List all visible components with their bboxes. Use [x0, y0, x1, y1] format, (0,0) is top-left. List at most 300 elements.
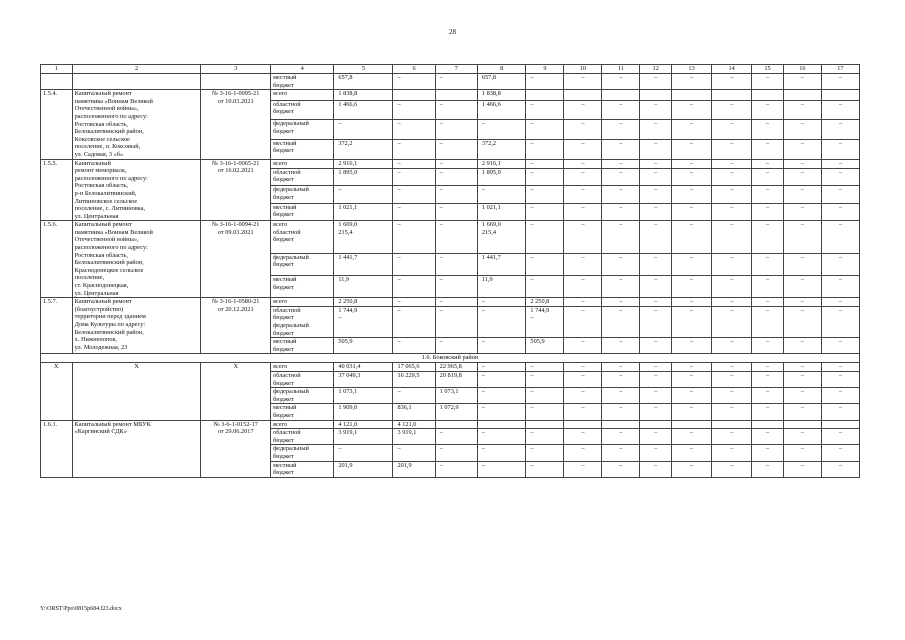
table-row [41, 90, 860, 100]
value-cell: – [477, 429, 526, 445]
item-name-line: Капитальный ремонт [74, 90, 132, 98]
funding-source-line: бюджет [273, 193, 294, 201]
value-cell: – [752, 306, 784, 337]
item-name-line: р-н Белокалитвинский, [74, 189, 137, 197]
value-cell: – [672, 203, 712, 221]
value-cell: – [712, 363, 752, 372]
value-cell [564, 90, 602, 100]
value-cell: – [393, 276, 435, 298]
value-cell: – [602, 168, 640, 185]
value-cell: – [783, 100, 821, 120]
funding-source-line: бюджет [273, 283, 294, 291]
value-cell: – [564, 306, 602, 337]
item-name-line: памятника «Воинам Великой [74, 228, 153, 236]
value-cell [821, 420, 859, 429]
value-cell: – [672, 298, 712, 307]
value-cell: – [435, 159, 477, 168]
value-cell: – [712, 168, 752, 185]
funding-source-line: федеральный [273, 120, 309, 128]
item-name [72, 90, 201, 159]
value-cell: – [752, 388, 784, 404]
value-cell: – [477, 371, 526, 387]
project-document-line: от 16.02.2021 [217, 167, 254, 175]
value-cell [783, 90, 821, 100]
funding-source-line: бюджет [273, 108, 294, 116]
value-cell: – [477, 461, 526, 477]
funding-source-line: бюджет [273, 452, 294, 460]
value-cell: – [712, 371, 752, 387]
item-name-line: (благоустройство) [74, 305, 124, 313]
value-cell: – [640, 388, 672, 404]
funding-source [271, 186, 334, 203]
value-cell: 1 441,7 [334, 253, 393, 275]
value-cell [526, 90, 564, 100]
value-cell: 1 838,8 [477, 90, 526, 100]
funding-source-line: федеральный [273, 445, 309, 453]
value-cell: – [783, 168, 821, 185]
table-body [41, 65, 860, 478]
value-cell [783, 420, 821, 429]
value-cell: – [526, 429, 564, 445]
value-cell: – [672, 404, 712, 420]
value-cell: – [783, 74, 821, 90]
value-cell: – [712, 429, 752, 445]
value-cell: – [672, 461, 712, 477]
value-cell: – [435, 298, 477, 307]
value-cell: – [564, 363, 602, 372]
value-cell: – [640, 159, 672, 168]
funding-source-line: бюджет [273, 176, 294, 184]
funding-source-line: бюджет [273, 147, 294, 155]
column-number: 14 [712, 65, 752, 74]
value-cell: 1 909,0 [334, 404, 393, 420]
value-cell [602, 90, 640, 100]
value-cell [526, 420, 564, 429]
funding-source-line: всего [273, 159, 288, 167]
value-cell: – [602, 120, 640, 140]
value-cell: 1 669,0 215,4 [334, 221, 393, 254]
value-cell: 1 838,8 [334, 90, 393, 100]
item-name-line: Краснодонецкое сельское [74, 266, 144, 274]
item-name-line: Ростовская область, [74, 120, 129, 128]
item-name-line: Ростовская область, [74, 182, 129, 190]
value-cell: – [477, 298, 526, 307]
value-cell: – [672, 276, 712, 298]
funding-source-line: местный [273, 203, 297, 211]
value-cell: 2 250,8 [526, 298, 564, 307]
value-cell: 20 819,8 [435, 371, 477, 387]
value-cell: – [393, 74, 435, 90]
funding-source [271, 306, 334, 337]
value-cell: – [564, 298, 602, 307]
item-name-line: ул. Центральная [74, 212, 119, 220]
value-cell: – [672, 74, 712, 90]
value-cell: – [640, 363, 672, 372]
value-cell: – [435, 221, 477, 254]
item-number: X [41, 363, 73, 420]
value-cell: – [602, 404, 640, 420]
funding-source [271, 276, 334, 298]
value-cell [435, 420, 477, 429]
value-cell: 17 065,6 [393, 363, 435, 372]
value-cell: – [640, 445, 672, 461]
value-cell: – [526, 203, 564, 221]
funding-source-line: местный [273, 74, 297, 81]
item-name [72, 159, 201, 221]
value-cell: – [477, 363, 526, 372]
item-name-line: Отечественной войны», [74, 105, 139, 113]
value-cell: – [477, 338, 526, 354]
project-document-line: № 3-16-1-0065-21 [212, 159, 260, 167]
item-name-line: поселение, п. Коксовый, [74, 143, 141, 151]
value-cell [672, 420, 712, 429]
column-number: 8 [477, 65, 526, 74]
funding-source-line: областной [273, 228, 301, 236]
value-cell [477, 420, 526, 429]
value-cell: – [602, 363, 640, 372]
value-cell: – [640, 371, 672, 387]
funding-source [271, 221, 334, 254]
value-cell: – [602, 186, 640, 203]
value-cell: – [783, 298, 821, 307]
value-cell: – [783, 429, 821, 445]
project-document [201, 159, 271, 221]
value-cell: – [712, 203, 752, 221]
item-name-line: Отечественной войны», [74, 236, 139, 244]
project-document-line: № 3-16-1-0580-21 [212, 298, 260, 306]
value-cell: – [752, 203, 784, 221]
value-cell: – [564, 338, 602, 354]
column-number: 2 [72, 65, 201, 74]
value-cell: – [783, 120, 821, 140]
item-name-line: Белокалитвинский район, [74, 259, 144, 267]
value-cell: – [752, 298, 784, 307]
funding-source-line: бюджет [273, 261, 294, 269]
value-cell: – [602, 371, 640, 387]
value-cell: 11,9 [477, 276, 526, 298]
value-cell: 16 229,5 [393, 371, 435, 387]
value-cell: – [602, 338, 640, 354]
project-document-line: № 3-16-1-0094-21 [212, 221, 260, 229]
value-cell: – [393, 159, 435, 168]
value-cell: 1 466,6 [477, 100, 526, 120]
value-cell: – [752, 74, 784, 90]
table-row [41, 221, 860, 254]
value-cell: – [602, 221, 640, 254]
value-cell: – [821, 120, 859, 140]
item-name-line: Белокалитвинский район, [74, 328, 144, 336]
value-cell: 1 895,0 [334, 168, 393, 185]
value-cell: – [435, 168, 477, 185]
item-name [72, 221, 201, 298]
funding-source-line: областной [273, 306, 301, 314]
value-cell: – [640, 168, 672, 185]
value-cell: 2 916,1 [334, 159, 393, 168]
project-document-line: от 09.03.2021 [217, 228, 254, 236]
value-cell: – [640, 429, 672, 445]
value-cell: – [752, 371, 784, 387]
value-cell: – [672, 120, 712, 140]
value-cell: – [752, 100, 784, 120]
item-name-line: Ростовская область, [74, 251, 129, 259]
value-cell: – [602, 253, 640, 275]
value-cell: 1 073,1 [334, 388, 393, 404]
value-cell: – [783, 139, 821, 159]
value-cell [602, 420, 640, 429]
value-cell: – [435, 429, 477, 445]
value-cell: – [752, 363, 784, 372]
value-cell: – [564, 74, 602, 90]
column-number: 6 [393, 65, 435, 74]
value-cell: – [477, 404, 526, 420]
value-cell: – [821, 159, 859, 168]
value-cell: 1 021,1 [334, 203, 393, 221]
table-row [41, 74, 860, 90]
item-name-line: Дома Культуры по адресу: [74, 321, 146, 328]
value-cell: – [602, 203, 640, 221]
funding-source-line: бюджет [273, 329, 294, 337]
value-cell: – [821, 429, 859, 445]
project-document [201, 298, 271, 354]
column-number: 11 [602, 65, 640, 74]
funding-source [271, 461, 334, 477]
value-cell: – [672, 168, 712, 185]
value-cell: – [821, 276, 859, 298]
value-cell: – [783, 306, 821, 337]
item-name [72, 74, 201, 90]
value-cell: 505,9 [334, 338, 393, 354]
value-cell: – [712, 100, 752, 120]
item-name-line: Капитальный ремонт [74, 298, 132, 306]
page-number: 28 [449, 28, 456, 36]
value-cell: – [640, 100, 672, 120]
value-cell: – [783, 388, 821, 404]
funding-source-line: бюджет [273, 314, 294, 322]
value-cell: 372,2 [477, 139, 526, 159]
value-cell: – [672, 363, 712, 372]
item-name-line: ст. Краснодонецкая, [74, 282, 129, 290]
item-name [72, 298, 201, 354]
value-cell: – [672, 306, 712, 337]
value-cell: – [602, 74, 640, 90]
value-cell [435, 90, 477, 100]
file-path-footer: Y:\ORST\Ppo\0815p684.f23.docx [40, 606, 122, 612]
value-cell: – [783, 445, 821, 461]
value-cell: – [602, 388, 640, 404]
value-cell: – [602, 159, 640, 168]
value-cell: 22 965,8 [435, 363, 477, 372]
value-cell: – [640, 120, 672, 140]
funding-source [271, 404, 334, 420]
value-cell: – [477, 186, 526, 203]
value-cell: – [435, 461, 477, 477]
value-cell: – [672, 139, 712, 159]
value-cell: – [526, 186, 564, 203]
value-cell: 1 895,0 [477, 168, 526, 185]
value-cell: – [821, 306, 859, 337]
value-cell: 1 073,1 [435, 388, 477, 404]
funding-source [271, 363, 334, 372]
item-name-line: территории перед зданием [74, 313, 146, 321]
funding-source-line: местный [273, 276, 297, 284]
value-cell: – [821, 461, 859, 477]
value-cell: – [526, 404, 564, 420]
funding-source-line: областной [273, 168, 301, 176]
value-cell: – [477, 388, 526, 404]
value-cell: – [783, 253, 821, 275]
value-cell: – [477, 306, 526, 337]
value-cell: – [526, 74, 564, 90]
value-cell: – [602, 298, 640, 307]
value-cell: 657,8 [334, 74, 393, 90]
value-cell: 1 466,6 [334, 100, 393, 120]
table-row [41, 363, 860, 372]
value-cell: – [821, 298, 859, 307]
value-cell: – [564, 445, 602, 461]
value-cell: – [564, 276, 602, 298]
value-cell: – [526, 120, 564, 140]
value-cell: – [672, 221, 712, 254]
funding-source-line: бюджет [273, 411, 294, 419]
value-cell: 2 916,1 [477, 159, 526, 168]
value-cell: – [712, 253, 752, 275]
funding-source-line: федеральный [273, 322, 309, 329]
value-cell: – [393, 298, 435, 307]
column-number: 4 [271, 65, 334, 74]
value-cell: – [640, 276, 672, 298]
value-cell: – [672, 253, 712, 275]
project-document-line: № 3-6-1-0152-17 [213, 420, 258, 428]
funding-source-line: всего [273, 363, 288, 371]
item-name-line: х. Нижнепопов, [74, 336, 117, 344]
value-cell: – [752, 253, 784, 275]
budget-table-wrapper [40, 64, 860, 478]
column-number: 3 [201, 65, 271, 74]
value-cell: – [564, 371, 602, 387]
value-cell [712, 90, 752, 100]
value-cell: – [640, 203, 672, 221]
value-cell: – [783, 186, 821, 203]
value-cell: – [752, 186, 784, 203]
value-cell: – [821, 100, 859, 120]
value-cell: – [602, 306, 640, 337]
value-cell: – [712, 338, 752, 354]
item-name [72, 363, 201, 420]
value-cell: – [393, 168, 435, 185]
value-cell: – [752, 120, 784, 140]
value-cell: – [526, 159, 564, 168]
funding-source [271, 203, 334, 221]
value-cell: – [712, 74, 752, 90]
value-cell: 1 021,1 [477, 203, 526, 221]
value-cell: – [640, 404, 672, 420]
value-cell: 37 049,3 [334, 371, 393, 387]
value-cell: 4 121,0 [334, 420, 393, 429]
project-document [201, 420, 271, 477]
value-cell: – [752, 404, 784, 420]
column-number: 10 [564, 65, 602, 74]
value-cell: – [564, 203, 602, 221]
value-cell: – [435, 186, 477, 203]
value-cell: – [783, 371, 821, 387]
value-cell: – [712, 276, 752, 298]
funding-source-line: местный [273, 461, 297, 469]
value-cell: – [783, 221, 821, 254]
value-cell: 3 919,1 [334, 429, 393, 445]
item-name-line: Капитальный [74, 159, 111, 167]
value-cell: – [564, 404, 602, 420]
value-cell: – [564, 100, 602, 120]
value-cell: – [393, 221, 435, 254]
value-cell: – [435, 276, 477, 298]
value-cell: – [783, 404, 821, 420]
value-cell: – [526, 363, 564, 372]
value-cell: – [752, 461, 784, 477]
funding-source [271, 445, 334, 461]
item-name-line: Белокалитвинский район, [74, 128, 144, 136]
value-cell: 1 441,7 [477, 253, 526, 275]
funding-source-line: бюджет [273, 469, 294, 477]
item-number: 1.5.5. [41, 159, 73, 221]
value-cell: – [435, 139, 477, 159]
value-cell: – [334, 445, 393, 461]
project-document [201, 363, 271, 420]
district-section-label: 1.6. Боковский район [41, 354, 860, 363]
funding-source-line: федеральный [273, 186, 309, 194]
value-cell [752, 90, 784, 100]
value-cell: – [712, 221, 752, 254]
value-cell: – [564, 159, 602, 168]
value-cell: – [752, 276, 784, 298]
funding-source-line: бюджет [273, 236, 294, 244]
value-cell: – [393, 388, 435, 404]
funding-source [271, 338, 334, 354]
project-document [201, 74, 271, 90]
item-name [72, 420, 201, 477]
column-number: 12 [640, 65, 672, 74]
funding-source [271, 139, 334, 159]
project-document-line: от 20.12.2021 [217, 305, 254, 313]
funding-source-line: всего [273, 221, 288, 229]
value-cell: – [602, 139, 640, 159]
value-cell: – [564, 120, 602, 140]
funding-source-line: бюджет [273, 81, 294, 89]
value-cell: – [712, 445, 752, 461]
value-cell: – [752, 139, 784, 159]
value-cell: – [393, 186, 435, 203]
item-name-line: «Каргинский СДК» [74, 428, 127, 436]
item-name-line: расположенного по адресу: [74, 244, 148, 252]
value-cell: – [393, 100, 435, 120]
value-cell: – [712, 388, 752, 404]
value-cell [752, 420, 784, 429]
value-cell: – [821, 221, 859, 254]
value-cell: – [640, 186, 672, 203]
item-name-line: ул. Садовая, 3 «б» [74, 150, 124, 158]
funding-source [271, 168, 334, 185]
funding-source [271, 159, 334, 168]
value-cell: – [640, 221, 672, 254]
value-cell: – [564, 139, 602, 159]
value-cell: – [821, 388, 859, 404]
value-cell: – [526, 388, 564, 404]
value-cell: – [672, 445, 712, 461]
funding-source [271, 420, 334, 429]
funding-source-line: бюджет [273, 379, 294, 387]
value-cell: – [783, 461, 821, 477]
funding-source-line: федеральный [273, 253, 309, 261]
project-document-line: X [233, 363, 239, 371]
